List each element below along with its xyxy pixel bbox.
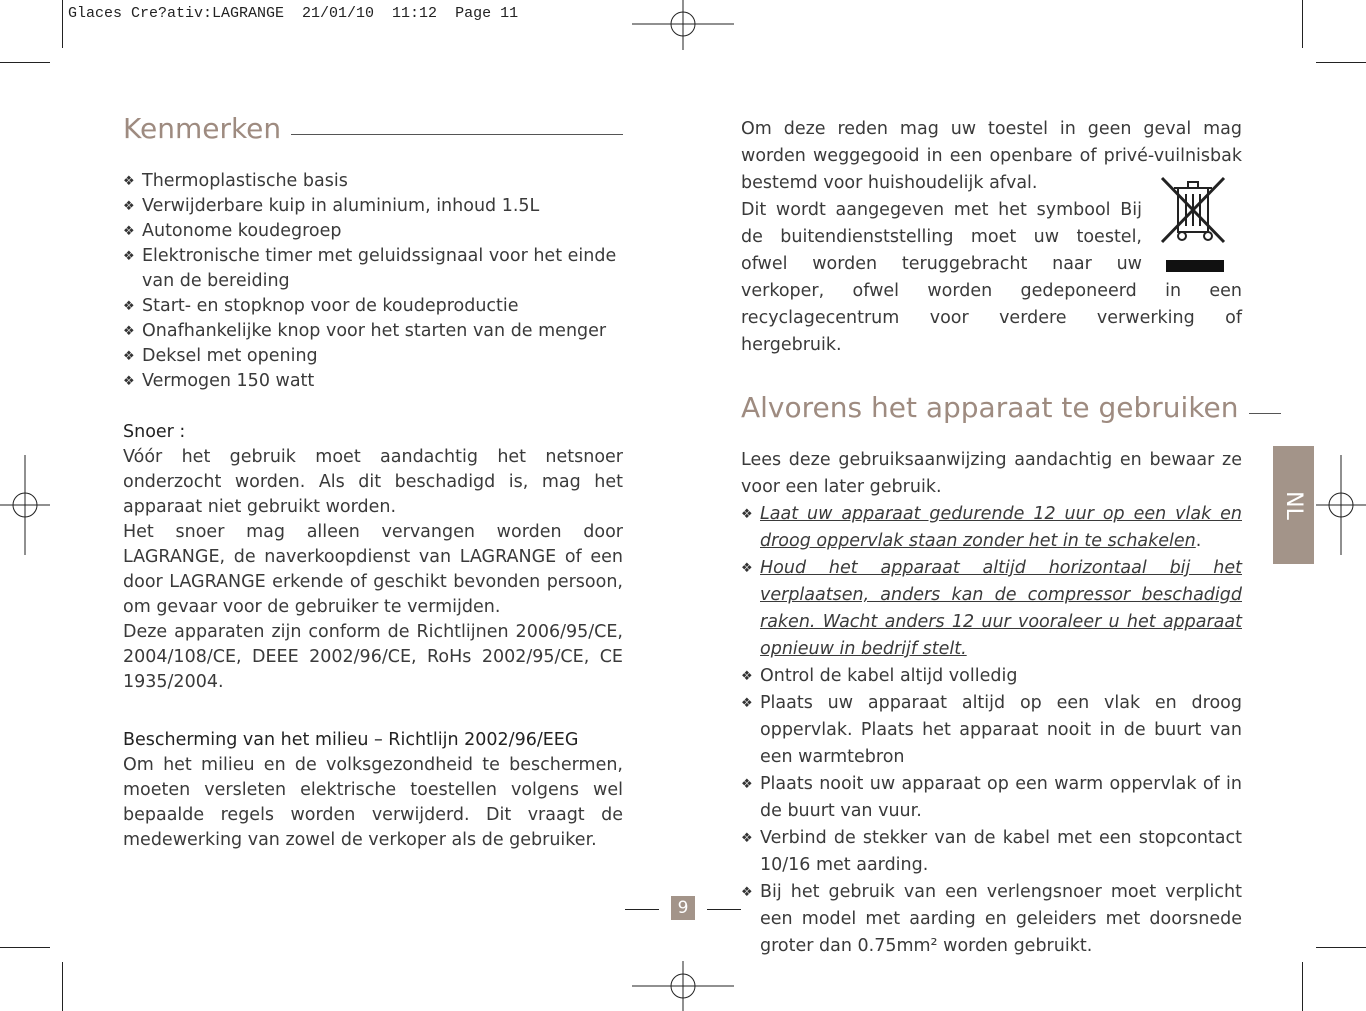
snoer-heading: Snoer :	[123, 422, 186, 442]
environment-paragraph: Om het milieu en de volksgezondheid te beschermen, moeten versleten elektrische toestellen volgens wel bepaalde regels worden verwijderd. Dit vraagt de medewerking van zowel de verkoper als de gebruiker.	[123, 755, 623, 850]
diamond-bullet-icon: ❖	[741, 696, 753, 711]
crop-mark	[1316, 947, 1366, 948]
section-title-kenmerken	[123, 112, 623, 145]
list-item: ❖ Elektronische timer met geluidssignaal voor het einde van de bereiding	[123, 246, 617, 291]
diamond-bullet-icon: ❖	[123, 199, 135, 214]
title-rule	[1249, 413, 1281, 414]
diamond-bullet-icon: ❖	[123, 374, 135, 389]
crop-mark	[1316, 62, 1366, 63]
page-number-rule	[625, 909, 659, 910]
print-slug: Glaces Cre?ativ:LAGRANGE 21/01/10 11:12 Page 11	[68, 5, 519, 22]
language-tab-label: NL	[1281, 490, 1306, 520]
diamond-bullet-icon: ❖	[123, 324, 135, 339]
list-item: ❖ Onafhankelijke knop voor het starten van de menger	[123, 319, 623, 344]
snoer-paragraph-1: Vóór het gebruik moet aandachtig het netsnoer onderzocht worden. Als dit beschadigd is, mag het apparaat niet gebruikt worden.	[123, 447, 623, 517]
crop-mark	[0, 62, 50, 63]
disposal-paragraph: Om deze reden mag uw toestel in geen geval mag worden weggegooid in een openbare of privé-vuilnisbak bestemd voor huishoudelijk afval.	[741, 119, 1242, 193]
diamond-bullet-icon: ❖	[741, 507, 753, 522]
page-number: 9	[671, 896, 695, 920]
diamond-bullet-icon: ❖	[741, 831, 753, 846]
registration-mark-bottom	[632, 961, 734, 1011]
list-item: ❖ Laat uw apparaat gedurende 12 uur op een vlak en droog oppervlak staan zonder het in te schakelen.	[741, 501, 1242, 555]
diamond-bullet-icon: ❖	[123, 299, 135, 314]
registration-mark-top	[632, 0, 734, 50]
registration-mark-left	[0, 455, 50, 555]
crossed-out-bin-icon	[1158, 172, 1230, 276]
left-column	[123, 112, 623, 853]
list-item: ❖ Verbind de stekker van de kabel met een stopcontact 10/16 met aarding.	[741, 825, 1242, 879]
feature-list	[123, 169, 623, 394]
snoer-paragraph-2: Het snoer mag alleen vervangen worden door LAGRANGE, de naverkoopdienst van LAGRANGE of een door LAGRANGE erkende of geschikt bevonden persoon, om gevaar voor de gebruiker te vermijden.	[123, 522, 623, 617]
instruction-list	[741, 501, 1242, 960]
crop-mark	[0, 947, 50, 948]
list-item: ❖ Start- en stopknop voor de koudeproductie	[123, 294, 623, 319]
language-tab	[1273, 446, 1314, 564]
list-item: ❖ Ontrol de kabel altijd volledig	[741, 663, 1242, 690]
list-item: ❖ Deksel met opening	[123, 344, 623, 369]
section-title-text: Kenmerken	[123, 112, 282, 145]
intro-paragraph: Lees deze gebruiksaanwijzing aandachtig en bewaar ze voor een later gebruik.	[741, 450, 1242, 497]
weee-paragraph: Dit wordt aangegeven met het symbool Bij de buitendienststelling moet uw toestel, ofwel worden teruggebracht naar uw verkoper, ofwel worden gedeponeerd in een recyclagecentrum voor verdere verwerking of hergebruik.	[741, 197, 1242, 359]
diamond-bullet-icon: ❖	[123, 174, 135, 189]
section-title-gebruiken	[741, 391, 1242, 424]
title-rule	[291, 134, 623, 135]
diamond-bullet-icon: ❖	[123, 249, 135, 264]
section-title-text: Alvorens het apparaat te gebruiken	[741, 391, 1239, 424]
list-item: ❖ Plaats uw apparaat altijd op een vlak en droog oppervlak. Plaats het apparaat nooit in de buurt van een warmtebron	[741, 690, 1242, 771]
crop-mark	[1302, 0, 1303, 48]
list-item: ❖ Vermogen 150 watt	[123, 369, 623, 394]
diamond-bullet-icon: ❖	[123, 224, 135, 239]
list-item: ❖ Houd het apparaat altijd horizontaal bij het verplaatsen, anders kan de compressor beschadigd raken. Wacht anders 12 uur vooraleer u het apparaat opnieuw in bedrijf stelt.	[741, 555, 1242, 663]
diamond-bullet-icon: ❖	[741, 777, 753, 792]
environment-heading: Bescherming van het milieu – Richtlijn 2002/96/EEG	[123, 730, 579, 750]
diamond-bullet-icon: ❖	[123, 349, 135, 364]
crop-mark	[62, 962, 63, 1011]
crop-mark	[1302, 962, 1303, 1011]
crop-mark	[62, 0, 63, 48]
list-item: ❖ Plaats nooit uw apparaat op een warm oppervlak of in de buurt van vuur.	[741, 771, 1242, 825]
list-item: ❖ Bij het gebruik van een verlengsnoer moet verplicht een model met aarding en geleiders met doorsnede groter dan 0.75mm² worden gebruikt.	[741, 879, 1242, 960]
snoer-paragraph-3: Deze apparaten zijn conform de Richtlijnen 2006/95/CE, 2004/108/CE, DEEE 2002/96/CE, RoHs 2002/95/CE, CE 1935/2004.	[123, 622, 623, 692]
diamond-bullet-icon: ❖	[741, 885, 753, 900]
diamond-bullet-icon: ❖	[741, 561, 753, 576]
page-number-rule	[707, 909, 741, 910]
diamond-bullet-icon: ❖	[741, 669, 753, 684]
list-item: ❖ Autonome koudegroep	[123, 219, 623, 244]
list-item: ❖ Verwijderbare kuip in aluminium, inhoud 1.5L	[123, 194, 623, 219]
list-item: ❖ Thermoplastische basis	[123, 169, 623, 194]
registration-mark-right	[1316, 455, 1366, 555]
